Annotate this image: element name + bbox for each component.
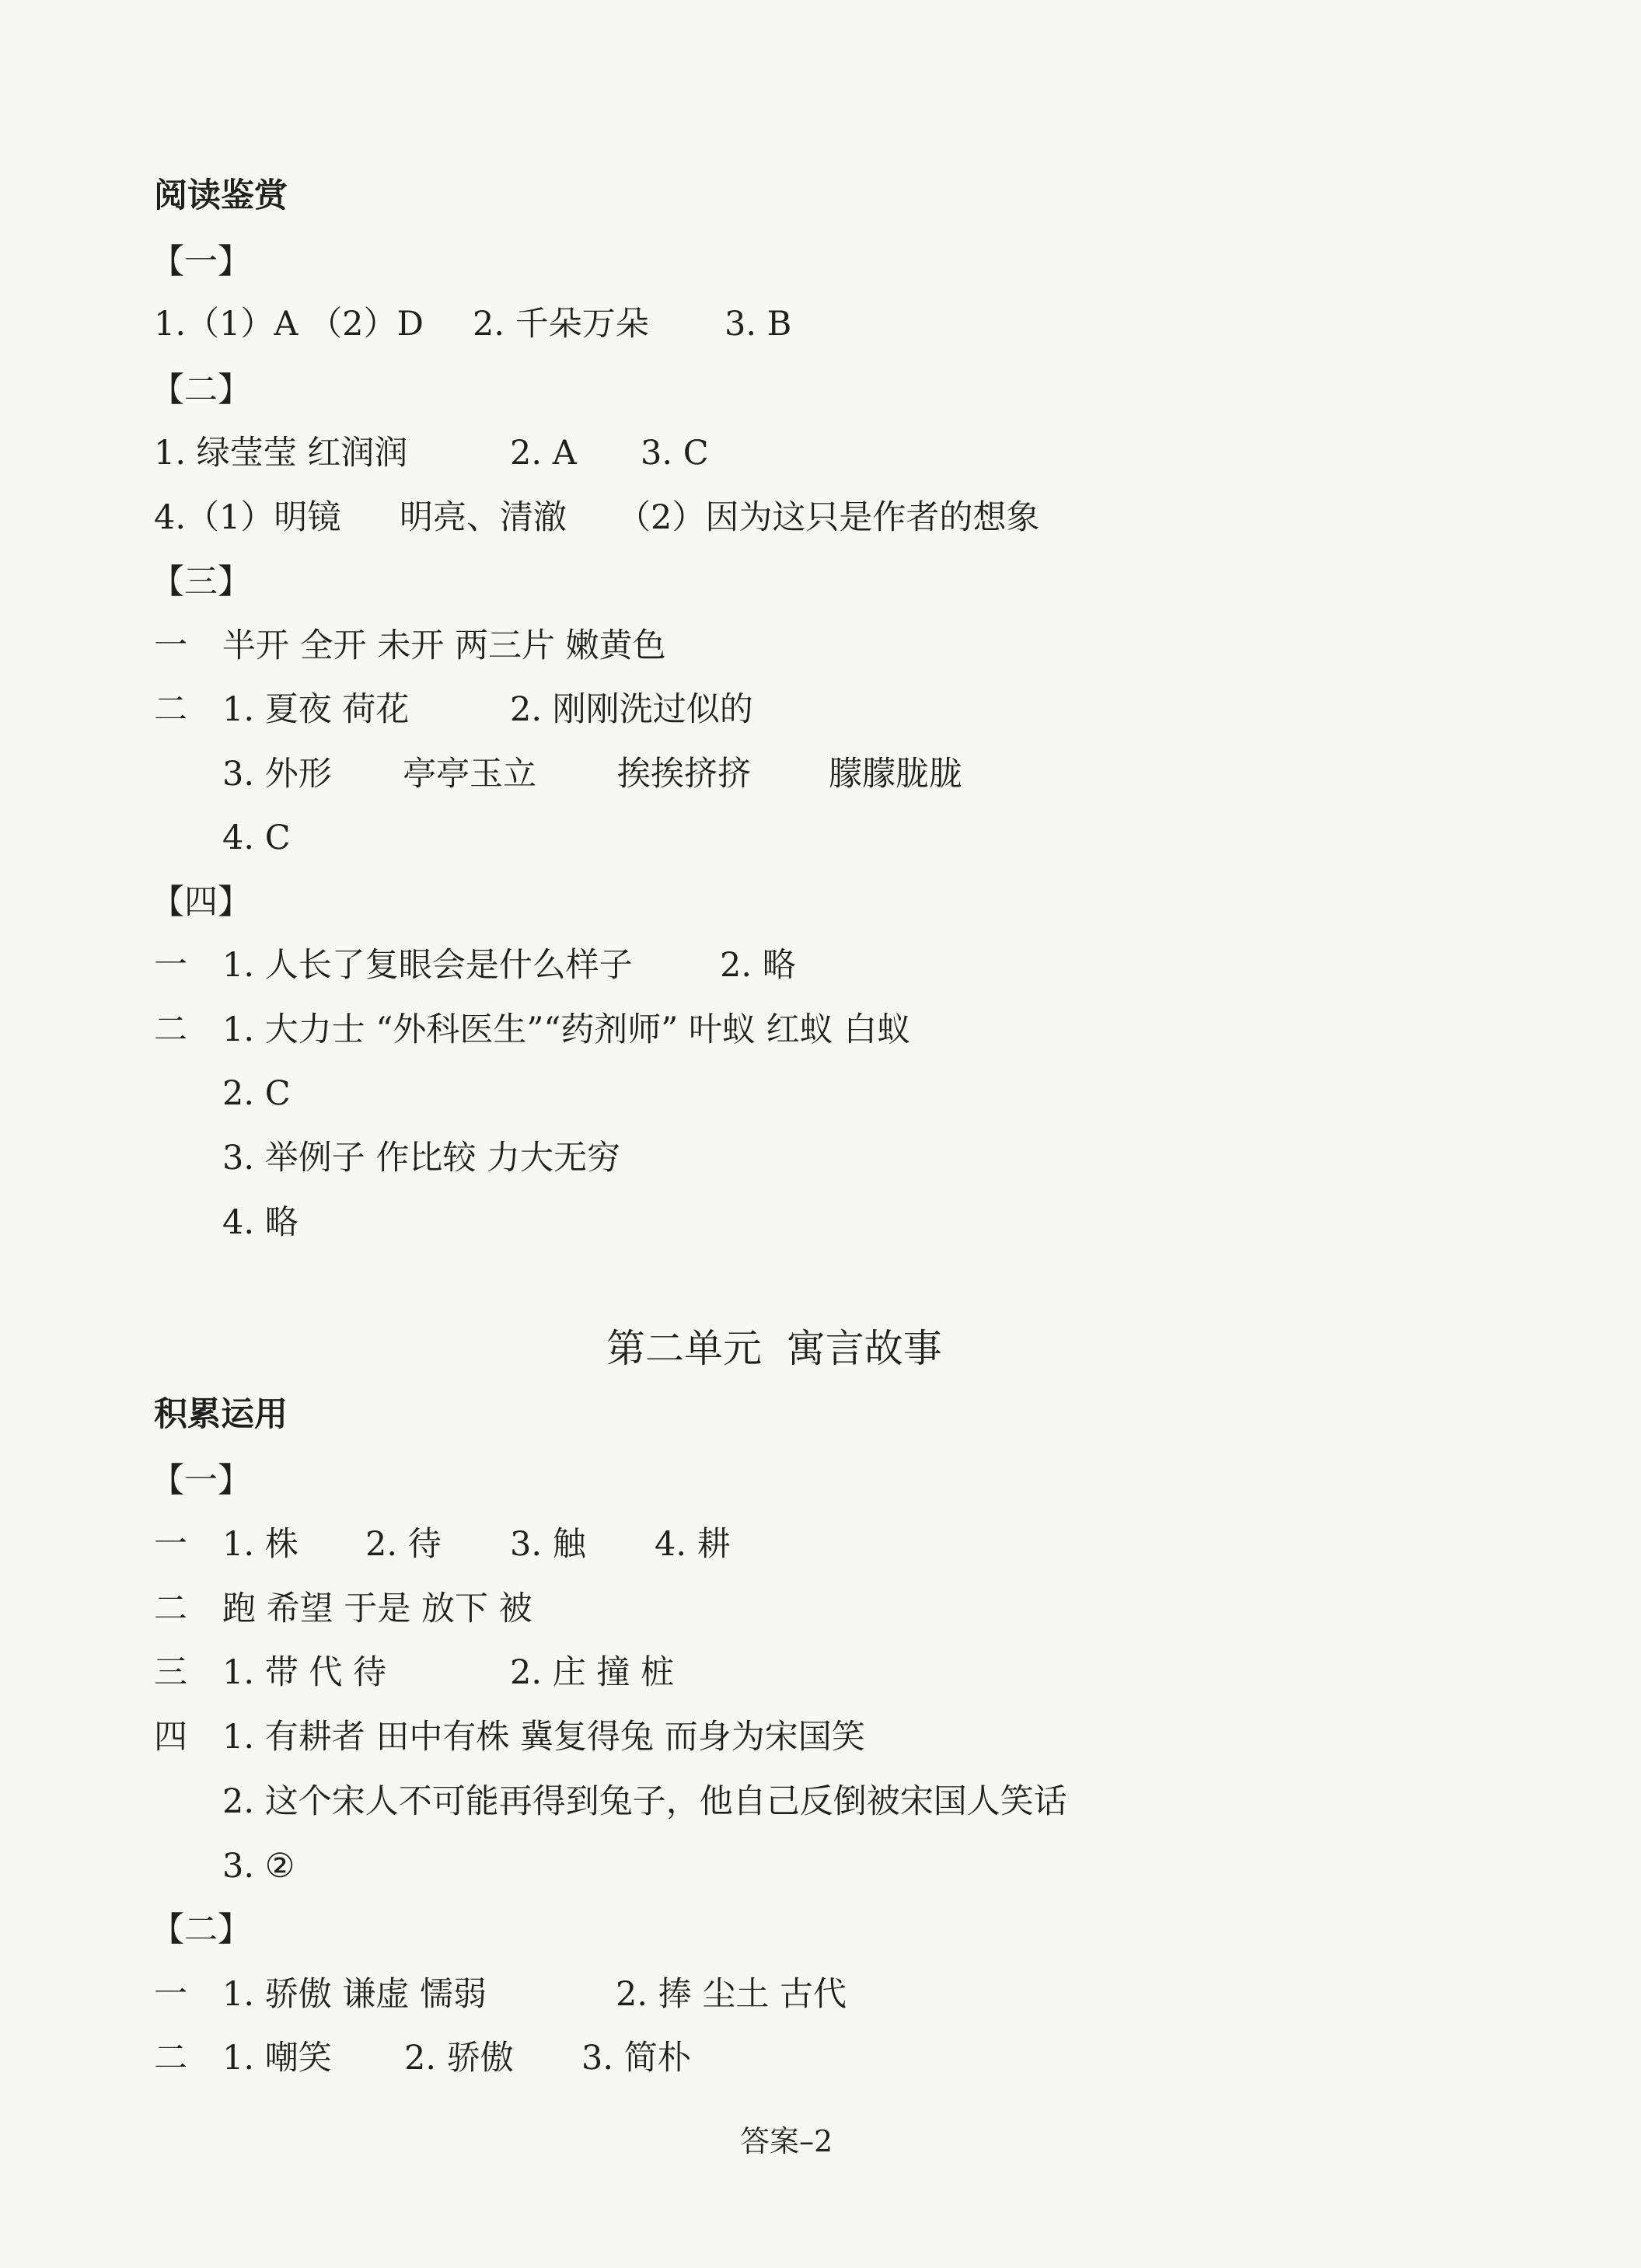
answer-text: 4.（1）明镜 bbox=[154, 498, 341, 537]
section-heading-accumulation: 积累运用 bbox=[154, 1395, 288, 1434]
answer-text: 3. B bbox=[724, 305, 792, 344]
answer-text: 2. A bbox=[510, 434, 577, 473]
answer-text: 3. 简朴 bbox=[581, 2039, 691, 2078]
item-marker: 一 bbox=[154, 1975, 187, 2014]
part-label: 【一】 bbox=[151, 243, 251, 281]
answer-text: 1. 大力士 “外科医生”“药剂师” 叶蚁 红蚁 白蚁 bbox=[222, 1010, 911, 1049]
item-marker: 二 bbox=[154, 1589, 187, 1628]
answer-text: 3. ② bbox=[222, 1847, 295, 1886]
answer-text: 2. 这个宋人不可能再得到兔子，他自己反倒被宋国人笑话 bbox=[222, 1782, 1067, 1821]
item-marker: 一 bbox=[154, 626, 187, 665]
part-label: 【二】 bbox=[151, 1910, 251, 1949]
answer-text: 3. C bbox=[641, 434, 709, 473]
item-marker: 二 bbox=[154, 2039, 187, 2078]
answer-text: 亭亭玉立 bbox=[403, 755, 536, 794]
item-marker: 一 bbox=[154, 946, 187, 985]
answer-text: 1. 有耕者 田中有株 冀复得兔 而身为宋国笑 bbox=[222, 1718, 865, 1757]
item-marker: 二 bbox=[154, 1010, 187, 1049]
answer-text: 1. 嘲笑 bbox=[222, 2039, 332, 2078]
answer-text: 2. 刚刚洗过似的 bbox=[510, 690, 753, 729]
answer-line bbox=[222, 755, 962, 958]
answer-text: 2. 骄傲 bbox=[404, 2039, 514, 2078]
item-marker: 二 bbox=[154, 690, 187, 729]
answer-text: 1. 夏夜 荷花 bbox=[222, 690, 410, 729]
section-heading-reading: 阅读鉴赏 bbox=[154, 176, 288, 215]
item-marker: 三 bbox=[154, 1653, 187, 1692]
answer-text: 半开 全开 未开 两三片 嫩黄色 bbox=[222, 626, 666, 665]
answer-text: 3. 触 bbox=[510, 1525, 586, 1564]
answer-text: 3. 外形 bbox=[222, 755, 332, 794]
answer-text: 跑 希望 于是 放下 被 bbox=[222, 1589, 532, 1628]
part-label: 【一】 bbox=[151, 1461, 251, 1500]
part-label: 【四】 bbox=[151, 883, 251, 922]
answer-text: 2. C bbox=[222, 1074, 291, 1113]
answer-text: 1. 绿莹莹 红润润 bbox=[154, 434, 408, 473]
unit-title: 第二单元 寓言故事 bbox=[606, 1326, 942, 1371]
answer-text: 2. 庄 撞 桩 bbox=[510, 1653, 675, 1692]
answer-line bbox=[154, 2039, 691, 2242]
answer-text: 朦朦胧胧 bbox=[829, 755, 962, 794]
item-marker: 一 bbox=[154, 1525, 187, 1564]
answer-text: 1. 骄傲 谦虚 懦弱 bbox=[222, 1975, 487, 2014]
answer-text: 4. 耕 bbox=[655, 1525, 731, 1564]
answer-text: 4. C bbox=[222, 818, 291, 857]
answer-text: 2. 略 bbox=[720, 946, 796, 985]
answer-text: 明亮、清澈 bbox=[400, 498, 567, 537]
part-label: 【二】 bbox=[151, 371, 251, 410]
page-footer: 答案–2 bbox=[740, 2124, 833, 2158]
answer-text: 2. 千朵万朵 bbox=[473, 305, 649, 344]
part-label: 【三】 bbox=[151, 563, 251, 602]
answer-text: 挨挨挤挤 bbox=[617, 755, 751, 794]
answer-text: 2. 捧 尘土 古代 bbox=[616, 1975, 847, 2014]
answer-text: 4. 略 bbox=[222, 1203, 299, 1242]
answer-text: 1. 带 代 待 bbox=[222, 1653, 387, 1692]
answer-text: 1. 株 bbox=[222, 1525, 299, 1564]
answer-text: （2）因为这只是作者的想象 bbox=[617, 498, 1040, 537]
item-marker: 四 bbox=[154, 1718, 187, 1757]
answer-text: 1.（1）A （2）D bbox=[154, 305, 424, 344]
answer-text: 1. 人长了复眼会是什么样子 bbox=[222, 946, 633, 985]
answer-text: 3. 举例子 作比较 力大无穷 bbox=[222, 1139, 621, 1178]
answer-text: 2. 待 bbox=[365, 1525, 442, 1564]
